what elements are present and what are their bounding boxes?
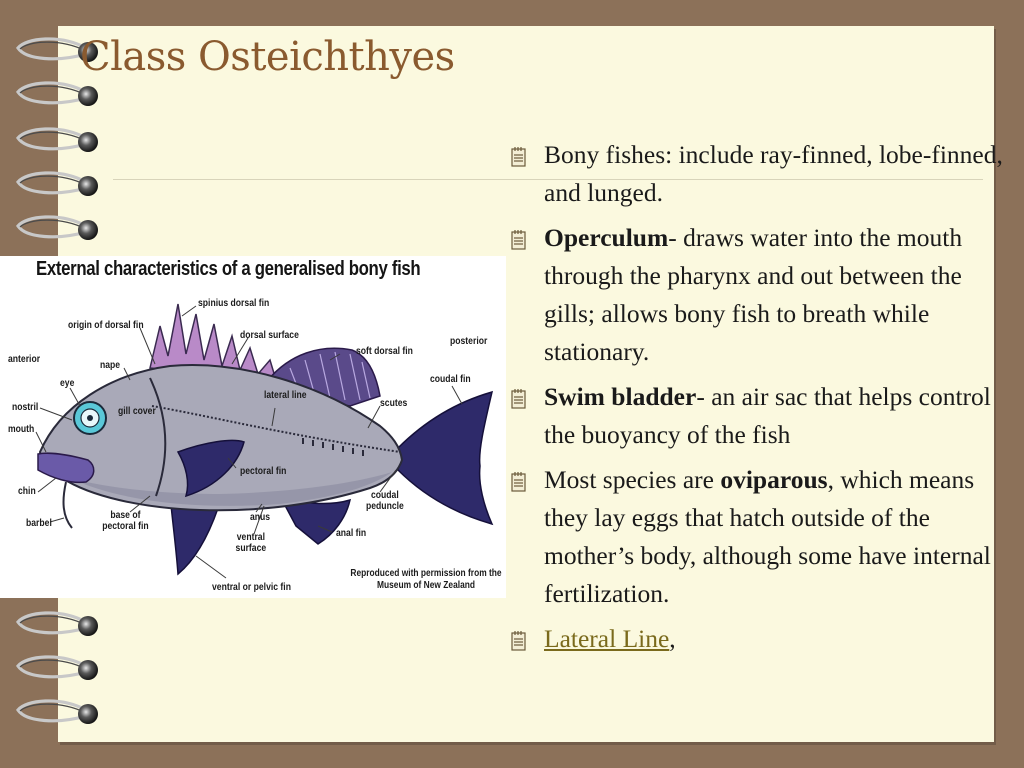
notepad-bullet-icon [506,629,530,653]
label-barbel: barbel [26,517,52,529]
bullet-text: - an air sac that helps control the buoyancy of the fish [544,382,991,449]
label-posterior: posterior [450,335,488,347]
binding-ring [18,173,98,196]
label-coudal-peduncle: coudal peduncle [366,489,404,512]
fish-diagram [0,256,506,598]
bullet-term: Operculum [544,223,669,252]
notepad-bullet-icon [506,470,530,494]
label-mouth: mouth [8,423,35,435]
binding-ring [18,613,98,636]
bullet-text-pre: Most species are [544,465,721,494]
bullet-item [506,461,1014,613]
notepad-bullet-icon [506,228,530,252]
bullet-list [506,136,1014,665]
figure-title: External characteristics of a generalised bony fish [36,258,421,280]
bullet-term: oviparous [720,465,828,494]
lateral-line-link[interactable]: Lateral Line [544,624,670,653]
barbel [64,482,72,528]
binding-ring [18,657,98,680]
notepad-bullet-icon [506,387,530,411]
label-scutes: scutes [380,397,408,409]
label-ventral-surface: ventral surface [235,531,267,554]
bullet-text: , which means they lay eggs that hatch outside of the mother’s body, although some have internal fertilization. [544,465,991,608]
binding-ring [18,83,98,106]
label-anal-fin: anal fin [336,527,367,539]
bullet-item [506,136,1014,212]
label-anterior: anterior [8,353,41,365]
label-coudal-fin: coudal fin [430,373,471,385]
label-dorsal-surface: dorsal surface [240,329,299,341]
bullet-item [506,378,1014,454]
label-ventral-or-pelvic-fin: ventral or pelvic fin [212,581,291,593]
figure-credit: Reproduced with permission from the Museum of New Zealand [350,567,502,591]
label-pectoral-fin: pectoral fin [240,465,287,477]
binding-ring [18,701,98,724]
label-chin: chin [18,485,36,497]
label-nostril: nostril [12,401,39,413]
label-anus: anus [250,511,271,523]
binding-ring [18,217,98,240]
label-soft-dorsal-fin: soft dorsal fin [356,345,413,357]
label-gill-cover: gill cover [118,405,156,417]
bullet-item [506,219,1014,371]
label-eye: eye [60,377,75,389]
label-nape: nape [100,359,121,371]
binding-ring [18,129,98,152]
slide-title: Class Osteichthyes [80,34,455,80]
caudal-fin [398,392,492,524]
label-lateral-line: lateral line [264,389,307,401]
bullet-text: - draws water into the mouth through the pharynx and out between the gills; allows bony fish to breath while stationary. [544,223,963,366]
bullet-text: Bony fishes: include ray-finned, lobe-finned, and lunged. [544,140,1003,207]
bullet-item [506,620,1014,658]
bullet-text: , [669,624,676,653]
notepad-bullet-icon [506,145,530,169]
bullet-term: Swim bladder [544,382,697,411]
label-base-of-pectoral-fin: base of pectoral fin [102,509,149,532]
label-origin-of-dorsal-fin: origin of dorsal fin [68,319,144,331]
label-spinous-dorsal-fin: spinius dorsal fin [198,297,270,309]
